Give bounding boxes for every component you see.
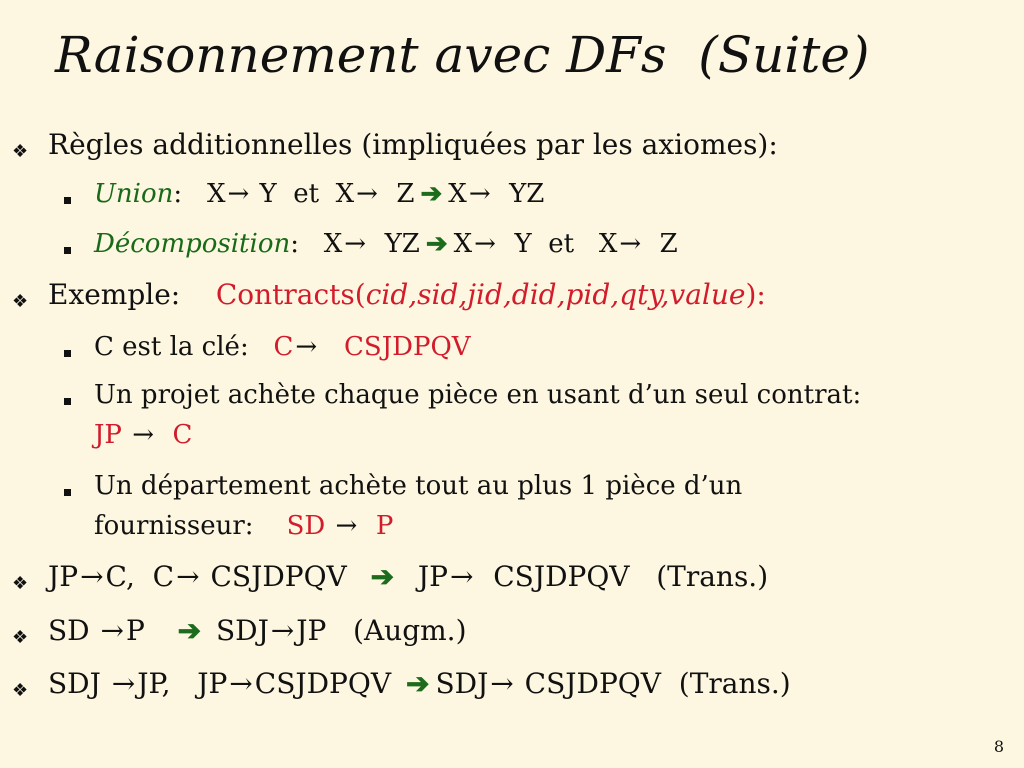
arrow-icon: → bbox=[449, 560, 474, 593]
union-part-3: Z bbox=[396, 179, 415, 209]
relation-close: ): bbox=[745, 278, 766, 311]
decomposition-part-2: YZ bbox=[384, 229, 420, 259]
arrow-icon: → bbox=[270, 614, 295, 647]
department-rule-line2 bbox=[94, 512, 393, 541]
arrow-icon: → bbox=[474, 229, 496, 259]
arrow-icon: → bbox=[176, 560, 200, 593]
derivation-transitivity-1 bbox=[48, 562, 768, 593]
derivation-transitivity-2 bbox=[48, 669, 791, 700]
example-label: Exemple: bbox=[48, 278, 181, 311]
diamond-bullet-icon: ❖ bbox=[12, 291, 29, 312]
deriv2-part-2: P bbox=[126, 614, 145, 647]
rules-heading: Règles additionnelles (impliquées par les axiomes): bbox=[48, 128, 778, 161]
deriv1-part-4: JP bbox=[417, 560, 448, 593]
diamond-bullet-icon: ❖ bbox=[12, 680, 29, 701]
deriv1-part-2: C, C bbox=[105, 560, 175, 593]
union-label: Union bbox=[94, 179, 174, 209]
example-line bbox=[48, 280, 766, 311]
decomposition-part-1: X bbox=[323, 229, 343, 259]
relation-name: Contracts( bbox=[215, 278, 366, 311]
square-bullet-icon bbox=[64, 398, 71, 405]
decomposition-rule bbox=[94, 230, 678, 259]
arrow-icon: → bbox=[344, 229, 367, 259]
department-rule-line1: Un département achète tout au plus 1 pièce d’un bbox=[94, 471, 743, 501]
diamond-bullet-icon: ❖ bbox=[12, 141, 29, 162]
deriv3-part-5: CSJDPQV (Trans.) bbox=[524, 667, 791, 700]
decomposition-part-3: X bbox=[453, 229, 473, 259]
deriv2-part-4: JP (Augm.) bbox=[296, 614, 467, 647]
department-text: fournisseur: bbox=[94, 511, 254, 541]
arrow-icon: → bbox=[100, 614, 125, 647]
decomposition-part-5: Z bbox=[659, 229, 678, 259]
union-part-1: X bbox=[206, 179, 226, 209]
square-bullet-icon bbox=[64, 247, 71, 254]
arrow-icon: → bbox=[335, 511, 358, 541]
decomposition-label: Décomposition bbox=[94, 229, 291, 259]
deriv3-part-4: SDJ bbox=[435, 667, 489, 700]
arrow-icon: → bbox=[356, 179, 378, 209]
decomposition-part-4: Y et X bbox=[514, 229, 618, 259]
project-rhs: C bbox=[172, 420, 193, 450]
deriv3-part-3: CSJDPQV bbox=[254, 667, 392, 700]
slide-title: Raisonnement avec DFs (Suite) bbox=[55, 26, 870, 84]
project-rule-text: Un projet achète chaque pièce en usant d’un seul contrat: bbox=[94, 380, 862, 410]
union-rule bbox=[94, 180, 544, 209]
arrow-icon: → bbox=[80, 560, 104, 593]
decomposition-colon: : bbox=[290, 229, 299, 259]
implies-icon: ➔ bbox=[370, 560, 395, 593]
key-text: C est la clé: bbox=[94, 332, 249, 362]
arrow-icon: → bbox=[295, 332, 318, 362]
arrow-icon: → bbox=[490, 667, 514, 700]
deriv2-part-3: SDJ bbox=[215, 614, 269, 647]
arrow-icon: → bbox=[132, 420, 154, 450]
deriv3-part-1: SDJ bbox=[48, 667, 101, 700]
arrow-icon: → bbox=[227, 179, 250, 209]
arrow-icon: → bbox=[468, 179, 491, 209]
implies-icon: ➔ bbox=[405, 667, 430, 700]
page-number: 8 bbox=[993, 737, 1004, 756]
union-part-2: Y et X bbox=[259, 179, 355, 209]
union-part-4: X bbox=[448, 179, 467, 209]
deriv1-part-5: CSJDPQV (Trans.) bbox=[493, 560, 769, 593]
union-part-5: YZ bbox=[509, 179, 545, 209]
diamond-bullet-icon: ❖ bbox=[12, 627, 29, 648]
key-rule bbox=[94, 333, 471, 362]
implies-icon: ➔ bbox=[420, 179, 443, 209]
arrow-icon: → bbox=[229, 667, 253, 700]
deriv1-part-3: CSJDPQV bbox=[210, 560, 347, 593]
derivation-augmentation bbox=[48, 616, 467, 647]
implies-icon: ➔ bbox=[177, 614, 202, 647]
deriv1-part-1: JP bbox=[48, 560, 79, 593]
square-bullet-icon bbox=[64, 197, 71, 204]
arrow-icon: → bbox=[619, 229, 642, 259]
project-lhs: JP bbox=[94, 420, 122, 450]
key-lhs: C bbox=[273, 332, 294, 362]
department-rhs: P bbox=[375, 511, 394, 541]
key-rhs: CSJDPQV bbox=[344, 332, 471, 362]
deriv2-part-1: SD bbox=[48, 614, 90, 647]
diamond-bullet-icon: ❖ bbox=[12, 573, 29, 594]
union-colon: : bbox=[173, 179, 183, 209]
deriv3-part-2: JP, JP bbox=[137, 667, 228, 700]
square-bullet-icon bbox=[64, 489, 71, 496]
relation-attributes: cid,sid,jid,did,pid,qty,value bbox=[365, 278, 746, 311]
project-rule-fd bbox=[94, 421, 192, 450]
arrow-icon: → bbox=[111, 667, 136, 700]
department-lhs: SD bbox=[286, 511, 326, 541]
implies-icon: ➔ bbox=[425, 229, 448, 259]
square-bullet-icon bbox=[64, 350, 71, 357]
